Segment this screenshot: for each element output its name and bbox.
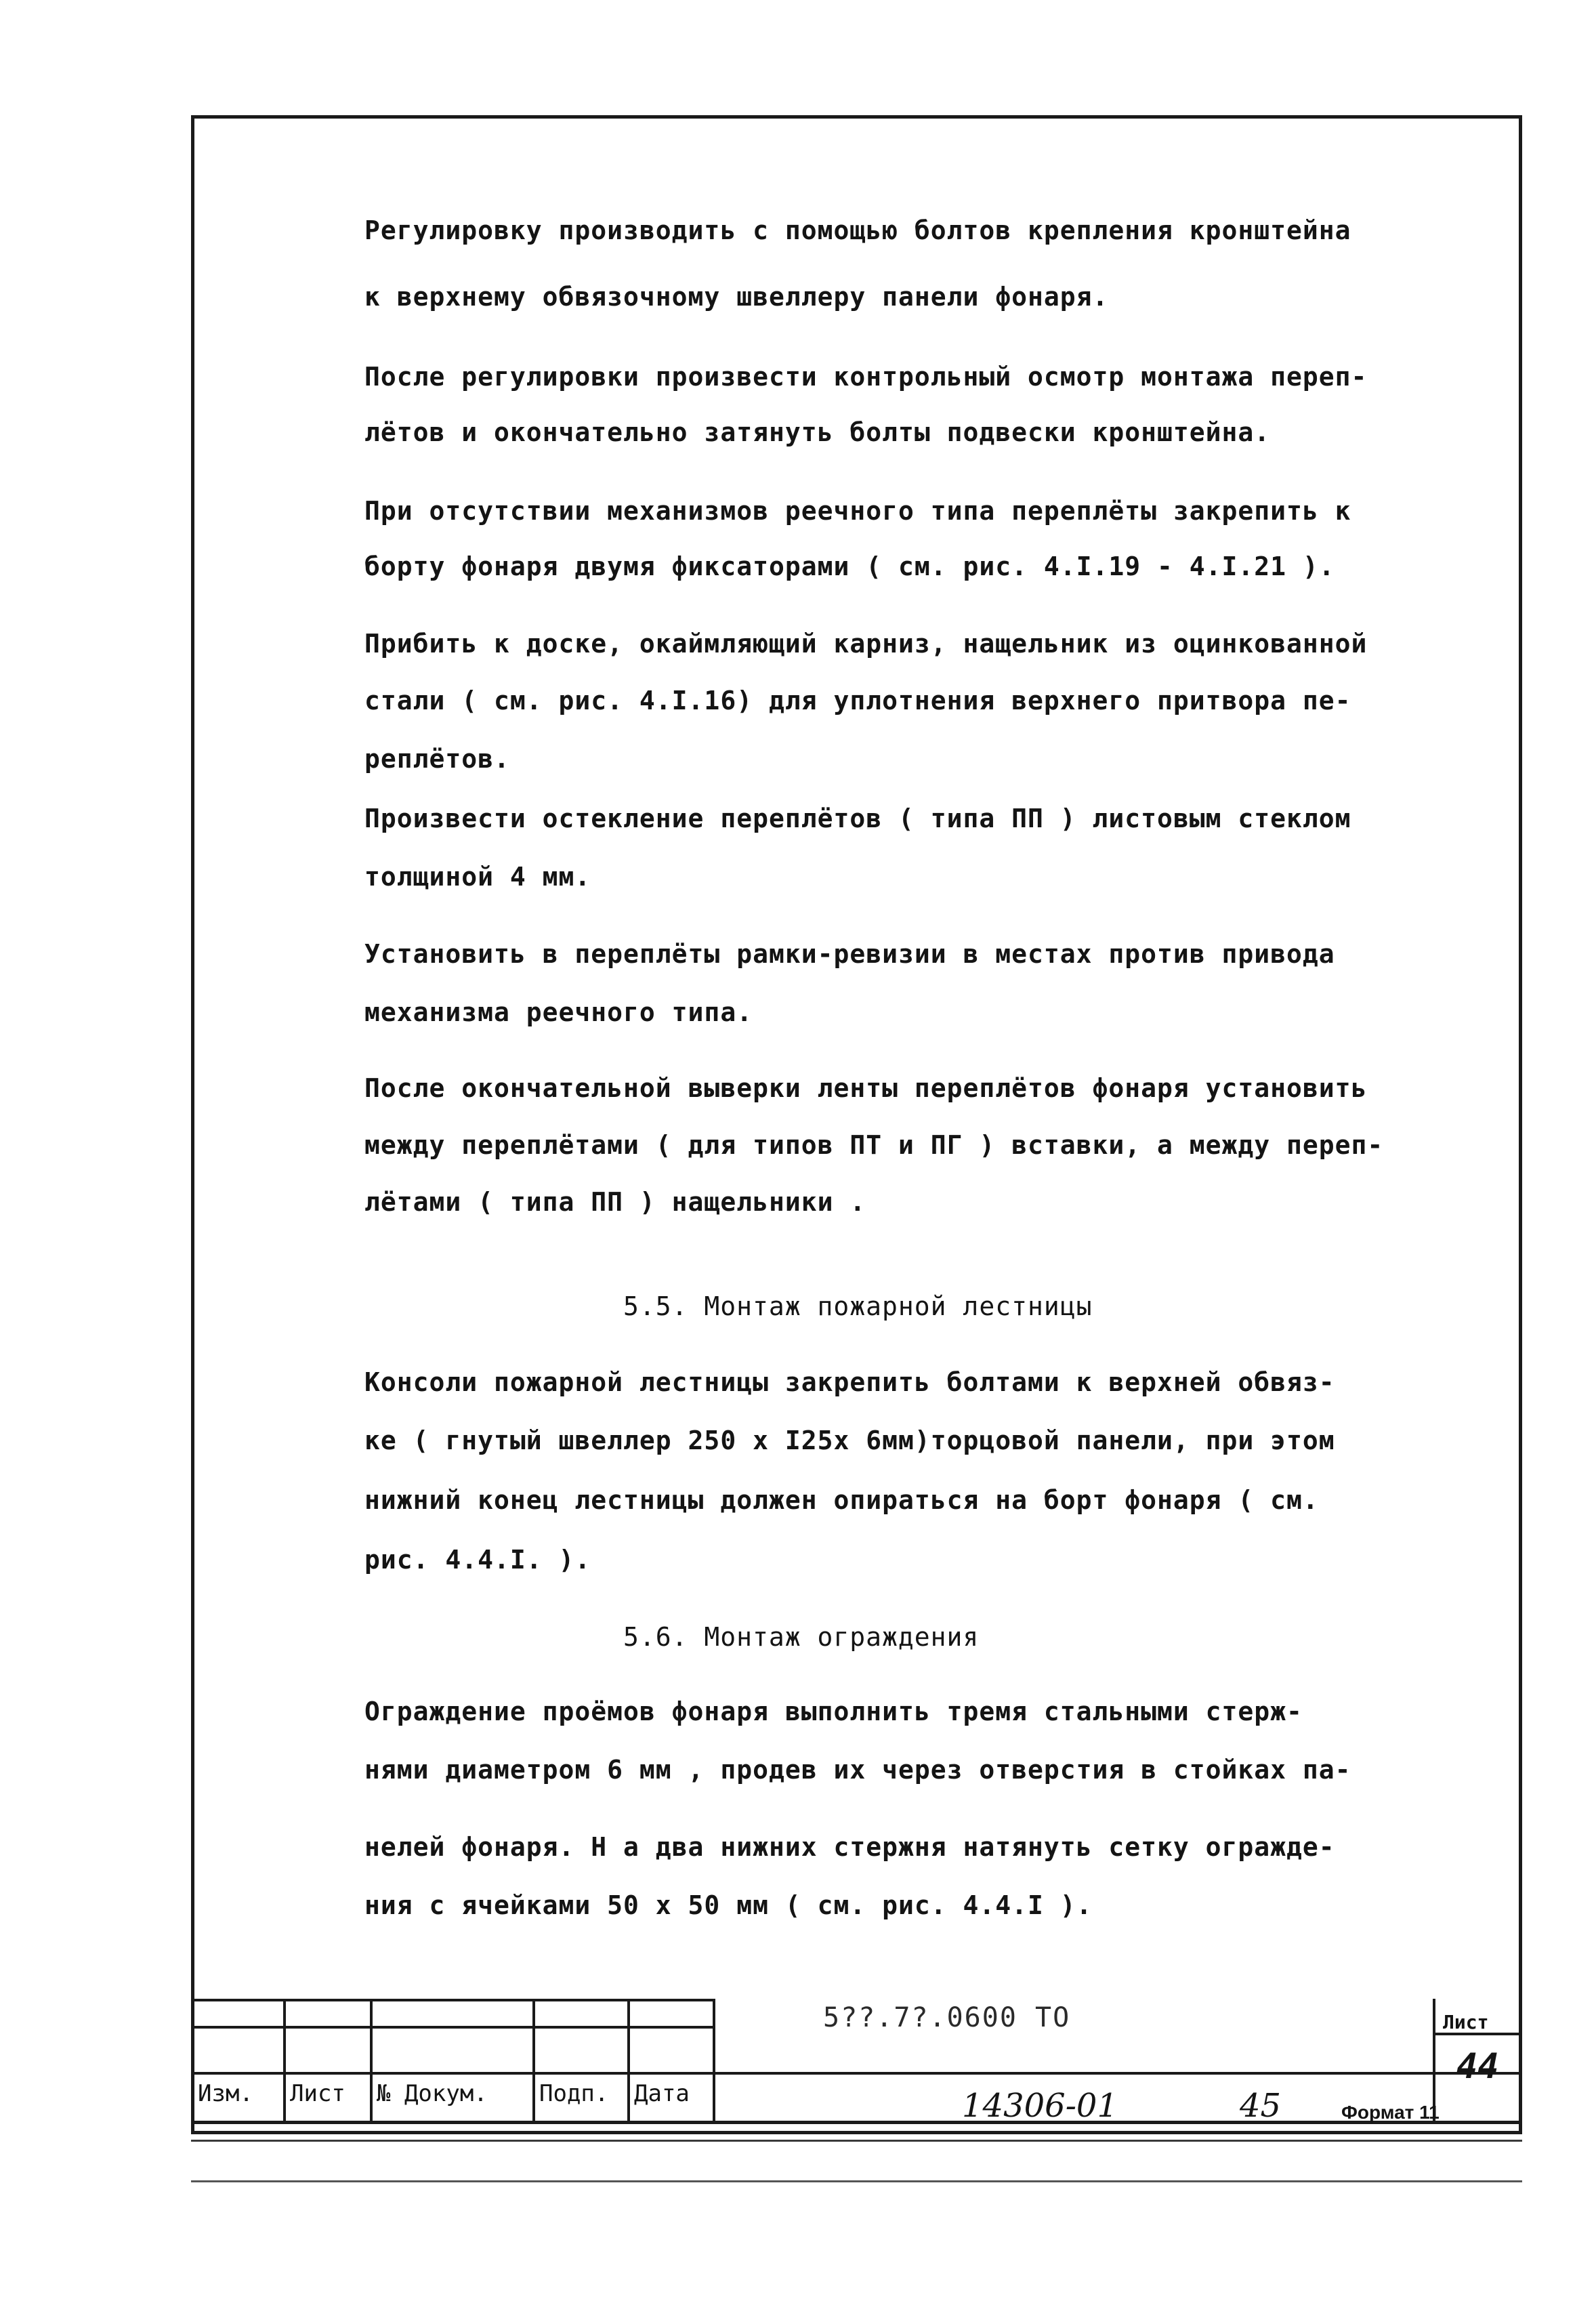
- text-line: После регулировки произвести контрольный осмотр монтажа переп-: [364, 362, 1368, 392]
- section-heading-5-6: 5.6. Монтаж ограждения: [623, 1622, 980, 1652]
- col-label-data: Дата: [634, 2080, 690, 2107]
- text-line: Консоли пожарной лестницы закрепить болтами к верхней обвяз-: [364, 1367, 1335, 1397]
- bottom-rule: [191, 2140, 1522, 2142]
- text-line: нелей фонаря. Н а два нижних стержня натянуть сетку огражде-: [364, 1832, 1335, 1862]
- col-label-doc: № Докум.: [377, 2080, 488, 2107]
- title-block-divider: [283, 1999, 286, 2121]
- text-line: ке ( гнутый швеллер 250 x I25x 6мм)торцовой панели, при этом: [364, 1426, 1335, 1455]
- sheet-label: Лист: [1443, 2011, 1489, 2033]
- section-heading-5-5: 5.5. Монтаж пожарной лестницы: [623, 1291, 1093, 1321]
- text-line: нями диаметром 6 мм , продев их через отверстия в стойках па-: [364, 1755, 1351, 1785]
- text-line: между переплётами ( для типов ПТ и ПГ ) вставки, а между переп-: [364, 1130, 1384, 1160]
- title-block-rule: [191, 2026, 713, 2029]
- text-line: После окончательной выверки ленты переплётов фонаря установить: [364, 1073, 1368, 1103]
- col-label-izm: Изм.: [198, 2080, 253, 2107]
- text-line: Прибить к доске, окаймляющий карниз, нащельник из оцинкованной: [364, 629, 1368, 659]
- text-line: толщиной 4 мм.: [364, 862, 591, 892]
- text-line: к верхнему обвязочному швеллеру панели фонаря.: [364, 282, 1109, 312]
- title-block-divider: [370, 1999, 373, 2121]
- col-label-list: Лист: [290, 2080, 345, 2107]
- text-line: нижний конец лестницы должен опираться на борт фонаря ( см.: [364, 1485, 1319, 1515]
- text-line: лётов и окончательно затянуть болты подвески кронштейна.: [364, 417, 1271, 447]
- text-line: Произвести остекление переплётов ( типа ПП ) листовым стеклом: [364, 804, 1351, 833]
- text-line: лётами ( типа ПП ) нащельники .: [364, 1187, 866, 1217]
- title-block-divider: [532, 1999, 535, 2121]
- col-label-podp: Подп.: [539, 2080, 609, 2107]
- title-block-rule: [191, 2072, 1522, 2075]
- format-label: Формат 11: [1341, 2102, 1440, 2123]
- text-line: Установить в переплёты рамки-ревизии в местах против привода: [364, 939, 1335, 969]
- text-line: При отсутствии механизмов реечного типа переплёты закрепить к: [364, 496, 1351, 526]
- text-line: рис. 4.4.I. ).: [364, 1545, 591, 1575]
- text-line: стали ( см. рис. 4.I.16) для уплотнения верхнего притвора пе-: [364, 686, 1351, 715]
- bottom-rule: [191, 2180, 1522, 2182]
- document-code: 5??.7?.0600 ТО: [823, 2002, 1071, 2033]
- page-extra-number: 45: [1240, 2087, 1282, 2125]
- archive-number: 14306-01: [962, 2087, 1118, 2125]
- text-line: механизма реечного типа.: [364, 997, 753, 1027]
- text-line: борту фонаря двумя фиксаторами ( см. рис. 4.I.19 - 4.I.21 ).: [364, 552, 1335, 581]
- text-line: Ограждение проёмов фонаря выполнить тремя стальными стерж-: [364, 1697, 1303, 1726]
- text-line: Регулировку производить с помощью болтов крепления кронштейна: [364, 215, 1351, 245]
- title-block-rule: [191, 2121, 1522, 2124]
- title-block-divider: [713, 1999, 715, 2121]
- text-line: ния с ячейками 50 x 50 мм ( см. рис. 4.4.I ).: [364, 1890, 1093, 1920]
- title-block-divider: [627, 1999, 630, 2121]
- sheet-number: 44: [1456, 2046, 1499, 2087]
- title-block-rule: [191, 1999, 713, 2001]
- text-line: реплётов.: [364, 744, 510, 774]
